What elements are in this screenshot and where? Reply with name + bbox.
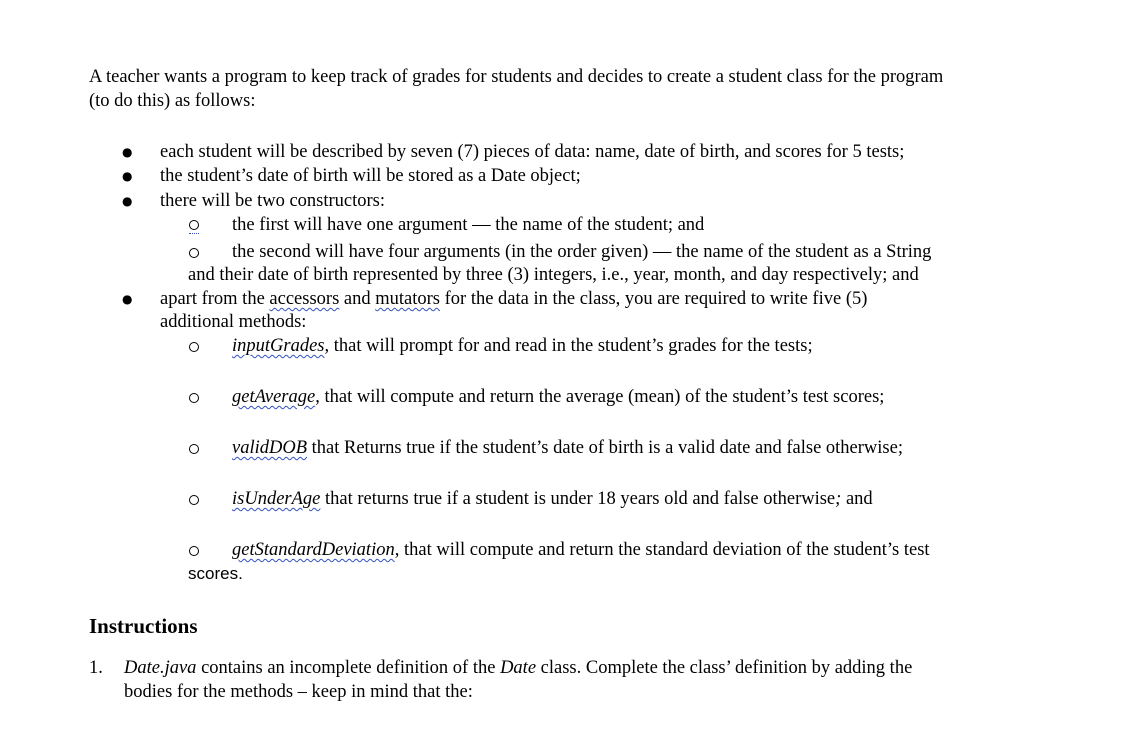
intro-line-1: A teacher wants a program to keep track of grades for students and decides to create a student class for the program	[89, 67, 944, 87]
bullet-item-additional-methods-line1	[160, 287, 867, 311]
method-item-getstandarddeviation-cont: scores.	[188, 564, 243, 583]
method-item-inputgrades	[232, 334, 813, 358]
class-name: Date	[500, 658, 537, 678]
method-name: inputGrades	[232, 336, 325, 356]
method-description: that returns true if a student is under 18 years old and false otherwise	[320, 489, 836, 509]
text-run: contains an incomplete definition of the	[196, 658, 501, 678]
method-item-validdob	[232, 436, 903, 460]
method-name: getStandardDeviation	[232, 540, 395, 560]
bullet-item-constructors: there will be two constructors:	[160, 191, 386, 211]
instruction-item-1-line1	[124, 656, 912, 680]
text-run-accessors: accessors	[269, 289, 340, 309]
method-description: , that will prompt for and read in the student’s grades for the tests;	[324, 336, 813, 356]
sub-bullet-circle	[189, 342, 199, 352]
method-name: isUnderAge	[232, 489, 321, 509]
sub-bullet-circle	[189, 393, 199, 403]
file-name: Date.java	[124, 658, 197, 678]
instruction-item-1-line2: bodies for the methods – keep in mind that the:	[124, 682, 473, 702]
text-run-mutators: mutators	[375, 289, 440, 309]
sub-bullet-circle	[189, 495, 199, 505]
bullet-item-seven-pieces: each student will be described by seven (7) pieces of data: name, date of birth, and scores for 5 tests;	[160, 142, 905, 162]
bullet-item-date-object: the student’s date of birth will be stored as a Date object;	[160, 166, 581, 186]
sub-bullet-circle	[189, 546, 199, 556]
method-description: , that will compute and return the average (mean) of the student’s test scores;	[315, 387, 885, 407]
sub-bullet-circle	[189, 444, 199, 454]
method-description-semicolon: ;	[835, 489, 842, 509]
method-description-end: and	[841, 489, 873, 509]
text-run: for the data in the class, you are required to write five (5)	[440, 289, 868, 309]
method-item-isunderage	[232, 487, 873, 511]
sub-item-second-constructor-line1: the second will have four arguments (in the order given) — the name of the student as a String	[232, 242, 932, 262]
wavy-marker-decoration	[189, 233, 199, 234]
method-item-getstandarddeviation	[232, 538, 930, 562]
text-run: class. Complete the class’ definition by adding the	[536, 658, 913, 678]
text-run: and	[339, 289, 376, 309]
instructions-heading: Instructions	[89, 614, 198, 638]
method-name: validDOB	[232, 438, 308, 458]
sub-bullet-circle	[189, 248, 199, 258]
bullet-marker: ●	[122, 292, 133, 306]
bullet-item-additional-methods-line2: additional methods:	[160, 312, 307, 332]
bullet-marker: ●	[122, 194, 133, 208]
method-item-getaverage	[232, 385, 884, 409]
method-description: , that will compute and return the standard deviation of the student’s test	[394, 540, 930, 560]
sub-item-first-constructor: the first will have one argument — the name of the student; and	[232, 215, 705, 235]
sub-bullet-circle	[189, 220, 199, 230]
sub-item-second-constructor-line2: and their date of birth represented by three (3) integers, i.e., year, month, and day respectively; and	[188, 265, 919, 285]
intro-line-2: (to do this) as follows:	[89, 91, 256, 111]
instruction-number: 1.	[89, 658, 103, 678]
bullet-marker: ●	[122, 145, 133, 159]
text-run: apart from the	[160, 289, 270, 309]
method-description: that Returns true if the student’s date of birth is a valid date and false otherwise;	[307, 438, 903, 458]
method-name: getAverage	[232, 387, 316, 407]
bullet-marker: ●	[122, 169, 133, 183]
